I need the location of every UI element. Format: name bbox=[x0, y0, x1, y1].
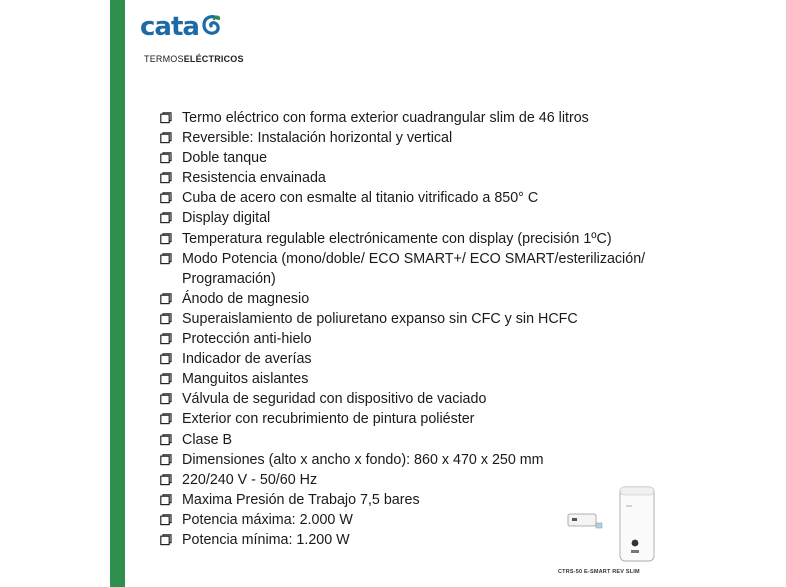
product-caption: CTRS-50 E-SMART REV SLIM bbox=[558, 569, 640, 575]
feature-text: Superaislamiento de poliuretano expanso sin CFC y sin HCFC bbox=[182, 310, 578, 327]
checkbox-square-icon bbox=[160, 389, 182, 409]
feature-item bbox=[160, 208, 700, 228]
feature-text: Potencia máxima: 2.000 W bbox=[182, 511, 353, 528]
feature-item bbox=[160, 168, 700, 188]
feature-item bbox=[160, 148, 700, 168]
feature-text: Resistencia envainada bbox=[182, 170, 326, 187]
checkbox-square-icon bbox=[160, 309, 182, 329]
feature-text: Dimensiones (alto x ancho x fondo): 860 x 470 x 250 mm bbox=[182, 451, 544, 468]
checkbox-square-icon bbox=[160, 128, 182, 148]
checkbox-square-icon bbox=[160, 430, 182, 450]
feature-item bbox=[160, 409, 700, 429]
checkbox-square-icon bbox=[160, 349, 182, 369]
checkbox-square-icon bbox=[160, 369, 182, 389]
feature-text: Ánodo de magnesio bbox=[182, 290, 310, 307]
checkbox-square-icon bbox=[160, 530, 182, 550]
feature-text: Protección anti-hielo bbox=[182, 331, 312, 348]
checkbox-square-icon bbox=[160, 168, 182, 188]
tagline-bold: ELÉCTRICOS bbox=[183, 54, 244, 64]
water-heater-icon bbox=[562, 483, 672, 569]
checkbox-square-icon bbox=[160, 450, 182, 470]
checkbox-square-icon bbox=[160, 470, 182, 490]
feature-text: Maxima Presión de Trabajo 7,5 bares bbox=[182, 491, 420, 508]
feature-item bbox=[160, 349, 700, 369]
feature-item bbox=[160, 430, 700, 450]
feature-text: Exterior con recubrimiento de pintura poliéster bbox=[182, 411, 475, 428]
checkbox-square-icon bbox=[160, 108, 182, 128]
feature-item bbox=[160, 108, 700, 128]
feature-item bbox=[160, 249, 700, 289]
feature-text: Cuba de acero con esmalte al titanio vitrificado a 850° C bbox=[182, 190, 539, 207]
checkbox-square-icon bbox=[160, 188, 182, 208]
feature-item bbox=[160, 188, 700, 208]
checkbox-square-icon bbox=[160, 289, 182, 309]
logo-wordmark: cata bbox=[140, 12, 199, 42]
feature-item bbox=[160, 128, 700, 148]
product-image bbox=[562, 483, 672, 583]
feature-text: Temperatura regulable electrónicamente con display (precisión 1ºC) bbox=[182, 230, 612, 247]
tagline-light: TERMOS bbox=[144, 54, 184, 64]
checkbox-square-icon bbox=[160, 148, 182, 168]
feature-item bbox=[160, 450, 700, 470]
feature-text: Potencia mínima: 1.200 W bbox=[182, 531, 350, 548]
logo-swirl-icon bbox=[201, 14, 221, 36]
side-accent-bar bbox=[110, 0, 125, 587]
feature-item bbox=[160, 329, 700, 349]
checkbox-square-icon bbox=[160, 329, 182, 349]
checkbox-square-icon bbox=[160, 510, 182, 530]
checkbox-square-icon bbox=[160, 490, 182, 510]
feature-text: Display digital bbox=[182, 210, 271, 227]
brand-logo bbox=[140, 14, 221, 40]
feature-text: Indicador de averías bbox=[182, 351, 312, 368]
feature-text: 220/240 V - 50/60 Hz bbox=[182, 471, 318, 488]
checkbox-square-icon bbox=[160, 208, 182, 228]
checkbox-square-icon bbox=[160, 249, 182, 269]
feature-text: Termo eléctrico con forma exterior cuadrangular slim de 46 litros bbox=[182, 110, 589, 126]
feature-text: Doble tanque bbox=[182, 150, 268, 167]
feature-item bbox=[160, 229, 700, 249]
feature-text: Válvula de seguridad con dispositivo de vaciado bbox=[182, 391, 487, 408]
checkbox-square-icon bbox=[160, 229, 182, 249]
feature-text: Clase B bbox=[182, 431, 233, 448]
checkbox-square-icon bbox=[160, 409, 182, 429]
feature-item bbox=[160, 289, 700, 309]
feature-text: Modo Potencia (mono/doble/ ECO SMART+/ ECO SMART/esterilización/ Programación) bbox=[182, 250, 646, 287]
feature-item bbox=[160, 369, 700, 389]
brand-tagline bbox=[144, 54, 244, 64]
feature-item bbox=[160, 309, 700, 329]
feature-item bbox=[160, 389, 700, 409]
feature-text: Manguitos aislantes bbox=[182, 371, 309, 388]
feature-text: Reversible: Instalación horizontal y vertical bbox=[182, 130, 453, 147]
